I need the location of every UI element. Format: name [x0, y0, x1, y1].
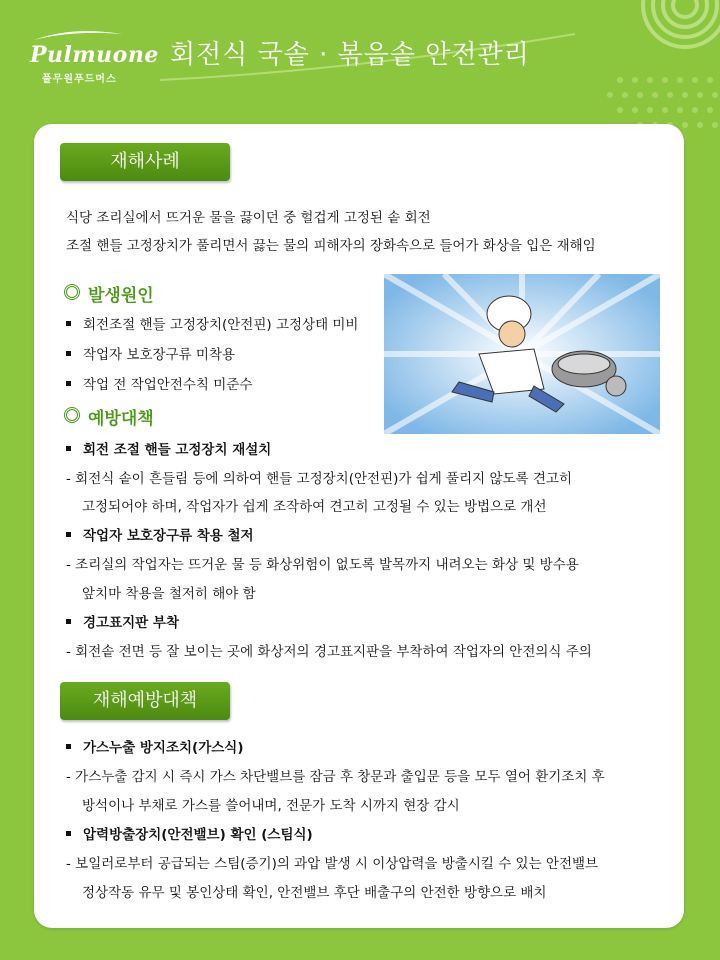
- bullet-icon: [66, 744, 71, 749]
- bullet-icon: [66, 446, 71, 451]
- logo-swoosh-icon: [32, 28, 124, 42]
- prevention-item-1-line-2: 고정되어야 하며, 작업자가 쉽게 조작하여 견고히 고정될 수 있는 방법으로 개선: [82, 499, 547, 515]
- dp-item-1-line-2: 방석이나 부채로 가스를 쓸어내며, 전문가 도착 시까지 현장 감시: [82, 798, 460, 814]
- accident-line-2: 조절 핸들 고정장치가 풀리면서 끓는 물의 피해자의 장화속으로 들어가 화상을 입은 재해임: [66, 238, 596, 254]
- cause-item-1: 회전조절 핸들 고정장치(안전핀) 고정상태 미비: [66, 313, 358, 333]
- prevention-item-2-title: 작업자 보호장구류 착용 철저: [66, 524, 254, 544]
- bullet-icon: [66, 532, 71, 537]
- prevention-item-1-line-1: - 회전식 솥이 흔들림 등에 의하여 핸들 고정장치(안전핀)가 쉽게 풀리지 않도록 견고히: [66, 471, 573, 487]
- bullet-icon: [66, 619, 71, 624]
- bullet-icon: [66, 351, 71, 356]
- dp-item-1-title: 가스누출 방지조치(가스식): [66, 736, 244, 756]
- dp-item-2-line-2: 정상작동 유무 및 봉인상태 확인, 안전밸브 후단 배출구의 안전한 방향으로 배치: [82, 885, 547, 901]
- dp-item-1-line-1: - 가스누출 감지 시 즉시 가스 차단밸브를 잠금 후 창문과 출입문 등을 모두 열어 환기조치 후: [66, 769, 605, 785]
- cause-item-2: 작업자 보호장구류 미착용: [66, 343, 235, 363]
- disaster-prevention-badge: 재해예방대책: [60, 682, 230, 720]
- page-title: 회전식 국솥 · 볶음솥 안전관리: [170, 40, 530, 70]
- bullet-icon: [66, 321, 71, 326]
- causes-heading: 발생원인: [64, 281, 154, 306]
- accident-badge: 재해사례: [60, 143, 230, 181]
- bullet-icon: [66, 381, 71, 386]
- prevention-item-1-title: 회전 조절 핸들 고정장치 재설치: [66, 438, 271, 458]
- bullet-icon: [66, 831, 71, 836]
- cause-item-3: 작업 전 작업안전수칙 미준수: [66, 373, 252, 393]
- dp-item-2-line-1: - 보일러로부터 공급되는 스팀(증기)의 과압 발생 시 이상압력을 방출시킬 수 있는 안전밸브: [66, 856, 599, 872]
- brand-name: Pulmuone: [30, 42, 159, 68]
- accident-illustration: [384, 274, 660, 434]
- prevention-item-2-line-1: - 조리실의 작업자는 뜨거운 물 등 화상위험이 없도록 발목까지 내려오는 화상 및 방수용: [66, 557, 579, 573]
- prevention-item-2-line-2: 앞치마 착용을 철저히 해야 함: [82, 586, 256, 602]
- pulmuone-logo: [30, 28, 159, 88]
- prevention-item-3-line-1: - 회전솥 전면 등 잘 보이는 곳에 화상저의 경고표지판을 부착하여 작업자의 안전의식 주의: [66, 644, 592, 660]
- dp-item-2-title: 압력방출장치(안전밸브) 확인 (스팀식): [66, 823, 313, 843]
- prevention-item-3-title: 경고표지판 부착: [66, 611, 179, 631]
- decorative-rings: [600, 0, 720, 60]
- prevention-heading: 예방대책: [64, 404, 154, 429]
- brand-subtitle: 풀무원푸드머스: [42, 74, 117, 85]
- double-ring-icon: [64, 407, 80, 423]
- accident-line-1: 식당 조리실에서 뜨거운 물을 끓이던 중 헐겁게 고정된 솥 회전: [66, 210, 431, 226]
- double-ring-icon: [64, 284, 80, 300]
